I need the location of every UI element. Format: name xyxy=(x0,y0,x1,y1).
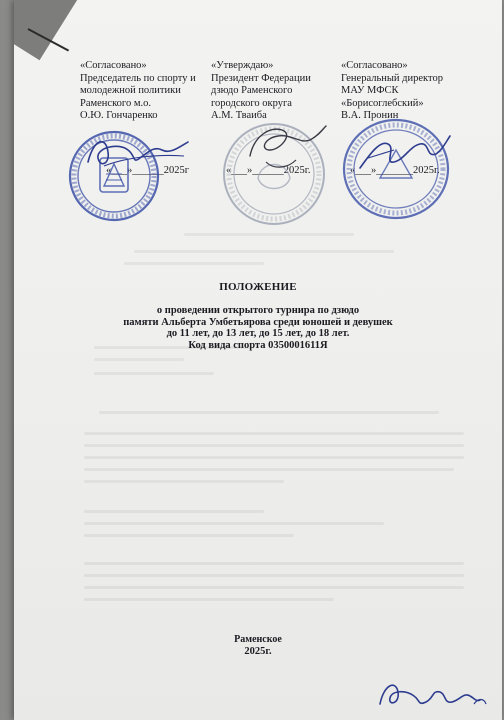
approval-position-line: МАУ МФСК xyxy=(341,85,399,96)
approval-date-2: «___»______2025г. xyxy=(226,165,311,176)
document-place: Раменское xyxy=(234,634,282,645)
approval-position-line: Президент Федерации xyxy=(211,72,311,84)
document-page xyxy=(14,0,502,720)
document-heading: ПОЛОЖЕНИЕ xyxy=(219,281,297,293)
approval-position-line: городского округа xyxy=(211,97,292,109)
approval-signer: В.А. Пронин xyxy=(341,110,399,121)
approval-block-sports-complex xyxy=(341,60,443,123)
approval-date-1: «___»______2025г xyxy=(106,165,190,176)
approval-block-judo-federation xyxy=(211,60,311,123)
approval-position-line: дзюдо Раменского xyxy=(211,85,293,96)
approval-position-line: Председатель по спорту и xyxy=(80,72,196,84)
approval-position-line: Генеральный директор xyxy=(341,72,443,84)
approval-status: «Согласовано» xyxy=(341,60,408,71)
subtitle-line: до 11 лет, до 13 лет, до 15 лет, до 18 лет. xyxy=(166,328,350,339)
document-year: 2025г. xyxy=(244,646,272,657)
approval-position-line: Раменского м.о. xyxy=(80,97,151,109)
approval-signer: О.Ю. Гончаренко xyxy=(80,110,158,121)
folded-corner xyxy=(14,0,98,60)
approval-date-3: «___»_______2025г. xyxy=(350,165,440,176)
approval-position-line: «Борисоглебский» xyxy=(341,97,424,109)
approval-block-sport-committee xyxy=(80,60,196,123)
approval-status: «Согласовано» xyxy=(80,60,147,71)
approval-position-line: молодежной политики xyxy=(80,85,181,96)
subtitle-line: о проведении открытого турнира по дзюдо xyxy=(156,305,360,316)
subtitle-line: Код вида спорта 0350001611Я xyxy=(188,339,328,351)
document-subtitle xyxy=(14,305,502,351)
approval-status: «Утверждаю» xyxy=(211,60,274,71)
subtitle-line: памяти Альберта Умбетьярова среди юношей и девушек xyxy=(123,316,393,328)
handwritten-signature-icon xyxy=(240,116,330,176)
approval-signer: А.М. Тваиба xyxy=(211,110,267,121)
handwritten-signature-icon xyxy=(84,128,194,178)
handwritten-signature-icon xyxy=(354,128,454,178)
handwritten-signature-icon xyxy=(374,674,492,718)
